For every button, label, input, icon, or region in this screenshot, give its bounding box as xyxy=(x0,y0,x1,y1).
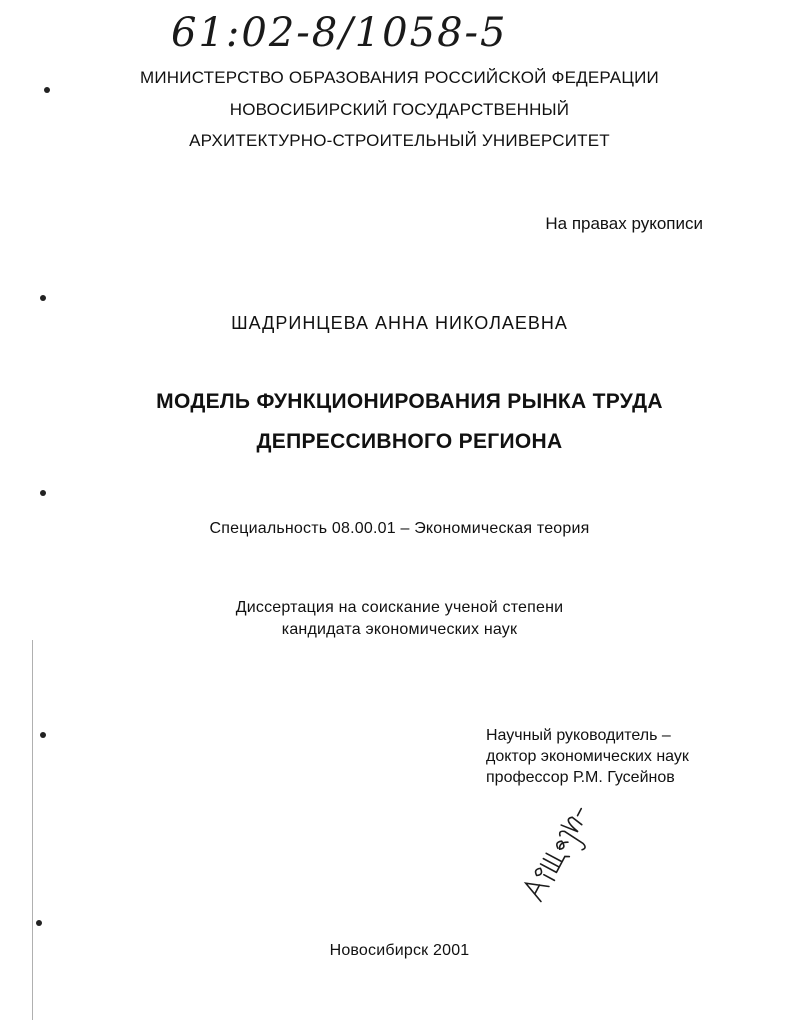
supervisor-line1: Научный руководитель – xyxy=(486,727,671,744)
margin-dot xyxy=(44,87,50,93)
supervisor-line3: профессор Р.М. Гусейнов xyxy=(486,769,675,786)
dissertation-title-line2: ДЕПРЕССИВНОГО РЕГИОНА xyxy=(256,430,563,453)
margin-dot xyxy=(40,295,46,301)
rights-note: На правах рукописи xyxy=(545,214,703,233)
margin-dot xyxy=(36,920,42,926)
university-name-line1: НОВОСИБИРСКИЙ ГОСУДАРСТВЕННЫЙ xyxy=(229,100,570,119)
margin-dot xyxy=(40,490,46,496)
margin-dot xyxy=(40,732,46,738)
city-year: Новосибирск 2001 xyxy=(329,942,470,959)
archive-code-text: 61:02-8/1058-5 xyxy=(171,10,508,56)
archive-code-handwritten xyxy=(165,8,625,70)
scan-margin-line xyxy=(32,640,33,1020)
dissertation-title-line1: МОДЕЛЬ ФУНКЦИОНИРОВАНИЯ РЫНКА ТРУДА xyxy=(156,390,663,413)
ministry-heading: МИНИСТЕРСТВО ОБРАЗОВАНИЯ РОССИЙСКОЙ ФЕДЕРАЦИИ xyxy=(140,68,659,87)
specialty-line: Специальность 08.00.01 – Экономическая теория xyxy=(209,520,590,537)
handwritten-signature xyxy=(505,800,615,910)
supervisor-line2: доктор экономических наук xyxy=(486,748,689,765)
university-name-line2: АРХИТЕКТУРНО-СТРОИТЕЛЬНЫЙ УНИВЕРСИТЕТ xyxy=(189,131,610,150)
supervisor-block xyxy=(486,725,689,788)
degree-line1: Диссертация на соискание ученой степени xyxy=(235,599,564,616)
degree-line2: кандидата экономических наук xyxy=(281,621,518,638)
author-name: ШАДРИНЦЕВА АННА НИКОЛАЕВНА xyxy=(231,313,568,333)
